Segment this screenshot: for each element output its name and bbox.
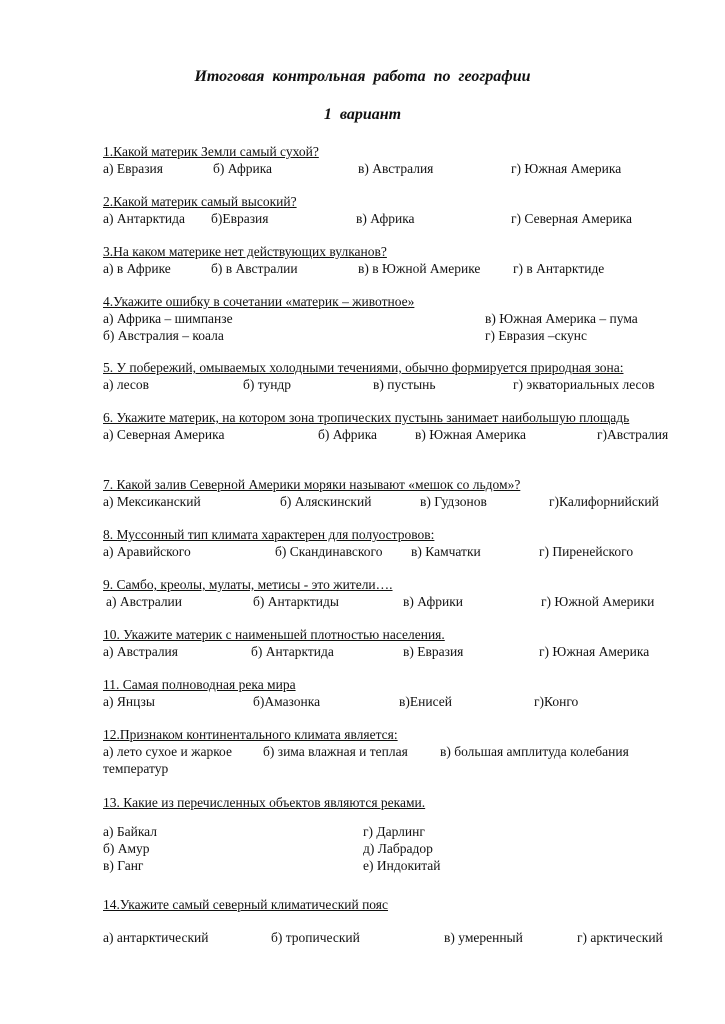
answer-row — [103, 376, 683, 393]
answer-option: а) Байкал — [103, 824, 158, 839]
question-text: 1.Какой материк Земли самый сухой? — [103, 144, 319, 159]
answer-option: а) Австралии — [106, 594, 183, 609]
question-7 — [103, 476, 683, 510]
answer-option: а) Мексиканский — [103, 494, 201, 509]
answer-row — [103, 693, 683, 710]
answer-option: а) Северная Америка — [103, 427, 225, 442]
answer-option: г) Северная Америка — [511, 211, 633, 226]
answer-row — [103, 210, 683, 227]
answer-row — [103, 493, 683, 510]
answer-option: б) Африка — [213, 161, 273, 176]
question-text: 2.Какой материк самый высокий? — [103, 194, 297, 209]
question-9 — [103, 576, 683, 610]
answer-option: г) Южной Америки — [541, 594, 655, 609]
question-1 — [103, 143, 683, 177]
answer-option: б) Амур — [103, 841, 150, 856]
answer-option: а) Евразия — [103, 161, 163, 176]
answer-option: в)Енисей — [399, 694, 452, 709]
question-text: 12.Признаком континентального климата является: — [103, 727, 398, 742]
answer-option: б) Скандинавского — [275, 544, 383, 559]
answer-row — [103, 929, 683, 946]
answer-row — [103, 260, 683, 277]
answer-option: в) Евразия — [403, 644, 464, 659]
question-text: 6. Укажите материк, на котором зона тропических пустынь занимает наибольшую площадь — [103, 410, 630, 425]
answer-option: в) большая амплитуда колебания — [440, 744, 629, 759]
answer-option: г) экваториальных лесов — [513, 377, 655, 392]
answer-option: в) в Южной Америке — [358, 261, 481, 276]
answer-option: в) Африки — [403, 594, 463, 609]
answer-option: б) Антарктиды — [253, 594, 339, 609]
answer-option: а) в Африке — [103, 261, 171, 276]
answer-option: в) Южная Америка — [415, 427, 527, 442]
answer-option: г)Конго — [534, 694, 579, 709]
answer-row — [103, 743, 683, 760]
question-text: 7. Какой залив Северной Америки моряки называют «мешок со льдом»? — [103, 477, 521, 492]
answer-row — [103, 426, 683, 443]
question-text: 13. Какие из перечисленных объектов являются реками. — [103, 795, 426, 810]
answer-option: д) Лабрадор — [363, 841, 433, 856]
question-text: 11. Самая полноводная река мира — [103, 677, 296, 692]
answer-option: г) Пиренейского — [539, 544, 634, 559]
answer-row — [103, 327, 683, 344]
question-4 — [103, 293, 683, 344]
question-text: 10. Укажите материк с наименьшей плотностью населения. — [103, 627, 445, 642]
question-11 — [103, 676, 683, 710]
answer-option: в) Ганг — [103, 858, 144, 873]
question-text: 4.Укажите ошибку в сочетании «материк – животное» — [103, 294, 415, 309]
answer-option: г)Австралия — [597, 427, 669, 442]
question-6 — [103, 409, 683, 443]
answer-option: б) тропический — [271, 930, 360, 945]
answer-option: а) Аравийского — [103, 544, 191, 559]
answer-option: г) Южная Америка — [511, 161, 622, 176]
answer-option: а) Антарктида — [103, 211, 186, 226]
question-8 — [103, 526, 683, 560]
answer-option: б) Африка — [318, 427, 378, 442]
question-text: 9. Самбо, креолы, мулаты, метисы - это жители…. — [103, 577, 393, 592]
answer-option: а) Австралия — [103, 644, 178, 659]
answer-option: б) Антарктида — [251, 644, 334, 659]
answer-row — [103, 310, 683, 327]
answer-option: г) Южная Америка — [539, 644, 650, 659]
answer-option: в) Камчатки — [411, 544, 481, 559]
answer-option: г) арктический — [577, 930, 663, 945]
answer-option: а) антарктический — [103, 930, 209, 945]
question-text: 14.Укажите самый северный климатический пояс — [103, 897, 389, 912]
question-3 — [103, 243, 683, 277]
variant-heading: 1 вариант — [323, 106, 402, 123]
answer-option: а) лесов — [103, 377, 150, 392]
answer-option: б) зима влажная и теплая — [263, 744, 408, 759]
answer-option: г) Евразия –скунс — [485, 328, 587, 343]
answer-option: г)Калифорнийский — [549, 494, 659, 509]
answer-option: а) Янцзы — [103, 694, 155, 709]
answer-option: а) лето сухое и жаркое — [103, 744, 232, 759]
answer-row — [103, 643, 683, 660]
answer-option: б) Аляскинский — [280, 494, 372, 509]
answer-option: в) Южная Америка – пума — [485, 311, 638, 326]
answer-option: б) в Австралии — [211, 261, 298, 276]
question-13 — [103, 794, 683, 874]
answer-row — [103, 823, 683, 840]
answer-continuation: температур — [103, 761, 169, 776]
document-title: Итоговая контрольная работа по географии — [194, 68, 531, 85]
answer-row — [103, 840, 683, 857]
question-10 — [103, 626, 683, 660]
answer-row — [103, 593, 683, 610]
answer-option: в) Австралия — [358, 161, 434, 176]
answer-option: в) Африка — [356, 211, 415, 226]
answer-row — [103, 160, 683, 177]
answer-row — [103, 857, 683, 874]
answer-option: в) умеренный — [444, 930, 523, 945]
question-text: 3.На каком материке нет действующих вулканов? — [103, 244, 387, 259]
answer-option: е) Индокитай — [363, 858, 441, 873]
answer-option: б)Евразия — [211, 211, 269, 226]
answer-option: б) Австралия – коала — [103, 328, 224, 343]
answer-row — [103, 543, 683, 560]
answer-option: а) Африка – шимпанзе — [103, 311, 233, 326]
question-5 — [103, 359, 683, 393]
answer-option: г) Дарлинг — [363, 824, 425, 839]
question-text: 5. У побережий, омываемых холодными течениями, обычно формируется природная зона: — [103, 360, 624, 375]
answer-option: б) тундр — [243, 377, 292, 392]
question-text: 8. Муссонный тип климата характерен для полуостровов: — [103, 527, 435, 542]
answer-option: г) в Антарктиде — [513, 261, 605, 276]
question-12 — [103, 726, 683, 777]
answer-option: в) Гудзонов — [420, 494, 487, 509]
question-14 — [103, 896, 683, 946]
answer-option: б)Амазонка — [253, 694, 321, 709]
answer-option: в) пустынь — [373, 377, 436, 392]
question-2 — [103, 193, 683, 227]
